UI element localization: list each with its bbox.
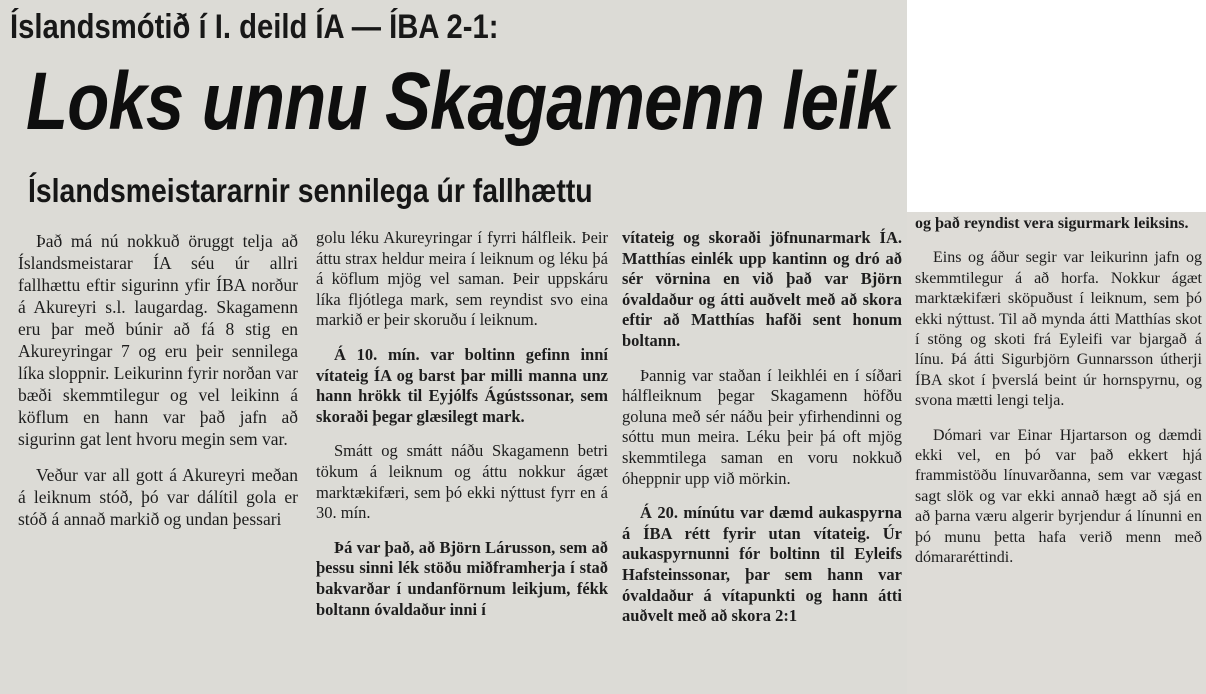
article-column-1 <box>18 230 298 544</box>
article-kicker: Íslandsmótið í I. deild ÍA — ÍBA 2-1: <box>10 8 499 46</box>
article-paragraph: Þannig var staðan í leikhléi en í síðari hálfleiknum þegar Skagamenn höfðu goluna með sér náðu þeir yfirhendinni og sóttu mun meira. Léku þeir þá oft mjög skemmtilega saman en voru nokkuð óheppnir upp við mörkin. <box>622 365 902 488</box>
article-column-3 <box>622 228 902 641</box>
article-paragraph: Þá var það, að Björn Lárusson, sem að þessu sinni lék stöðu miðframherja í stað bakvarðar í undanförnum leikjum, fékk boltann óvaldaður inni í <box>316 537 608 619</box>
article-paragraph: Dómari var Einar Hjartarson og dæmdi ekki vel, en þó var það ekkert hjá frammistöðu línuvarðanna, sem var vægast sagt slök og var ekki annað hægt að sjá en að þarna væru algerir byrjendur á línunni en þó munu þetta hafa verið menn með dómararéttindi. <box>915 426 1202 567</box>
article-paragraph: og það reyndist vera sigurmark leiksins. <box>915 215 1189 232</box>
article-paragraph: Smátt og smátt náðu Skagamenn betri tökum á leiknum og áttu nokkur ágæt marktækifæri, sem þó ekki nýttust fyrr en á 30. mín. <box>316 441 608 523</box>
article-paragraph: golu léku Akureyringar í fyrri hálfleik. Þeir áttu strax heldur meira í leiknum og léku þá á köflum mjög vel saman. Þeir uppskáru líka fljótlega mark, sem reyndist svo eina markið er þeir skoruðu í leiknum. <box>316 228 608 330</box>
article-paragraph: Eins og áður segir var leikurinn jafn og skemmtilegur á að horfa. Nokkur ágæt marktækifæri sköpuðust í leiknum, sem þó ekki nýttust. Til að mynda átti Matthías skot í stöng og skoti frá Eyleifi var bjargað á línu. Þá átti Sigurbjörn Gunnarsson útherji ÍBA skot í þverslá beint úr hornspyrnu, og svona mætti lengi telja. <box>915 249 1202 410</box>
article-paragraph: Veður var all gott á Akureyri meðan á leiknum stóð, þó var dálítil gola er stóð á annað markið og undan þessari <box>18 465 298 529</box>
article-column-4 <box>915 214 1202 583</box>
article-paragraph: Á 10. mín. var boltinn gefinn inní vítateig ÍA og barst þar milli manna unz hann hrökk til Eyjólfs Ágústssonar, sem skoraði þegar glæsilegt mark. <box>316 344 608 426</box>
article-paragraph: Það má nú nokkuð öruggt telja að Íslandsmeistarar ÍA séu úr allri fallhættu eftir sigurinn yfir ÍBA norður á Akureyri s.l. laugardag. Skagamenn eru þar með búnir að fá 8 stig en Akureyringar 7 og eru þeir sennilega líka sloppnir. Leikurinn fyrir norðan var bæði skemmtilegur og vel leikinn á köflum en hann var það jafn að sigurinn gat lent hvoru megin sem var. <box>18 231 298 449</box>
article-subheadline: Íslandsmeistararnir sennilega úr fallhættu <box>28 172 593 209</box>
article-headline: Loks unnu Skagamenn leik <box>26 56 894 147</box>
article-paragraph: vítateig og skoraði jöfnunarmark ÍA. Matthías einlék upp kantinn og dró að sér vörnina en við það var Björn óvaldaður og átti auðvelt með að skora eftir að Matthías hafði sent honum boltann. <box>622 228 902 350</box>
article-column-2 <box>316 228 608 634</box>
clipping-continuation-section <box>907 212 1206 694</box>
article-paragraph: Á 20. mínútu var dæmd aukaspyrna á ÍBA rétt fyrir utan vítateig. Úr aukaspyrnunni fór boltinn til Eyleifs Hafsteinssonar, þar sem hann var óvaldaður á vítapunkti og hann átti auðvelt með að skora 2:1 <box>622 503 902 626</box>
